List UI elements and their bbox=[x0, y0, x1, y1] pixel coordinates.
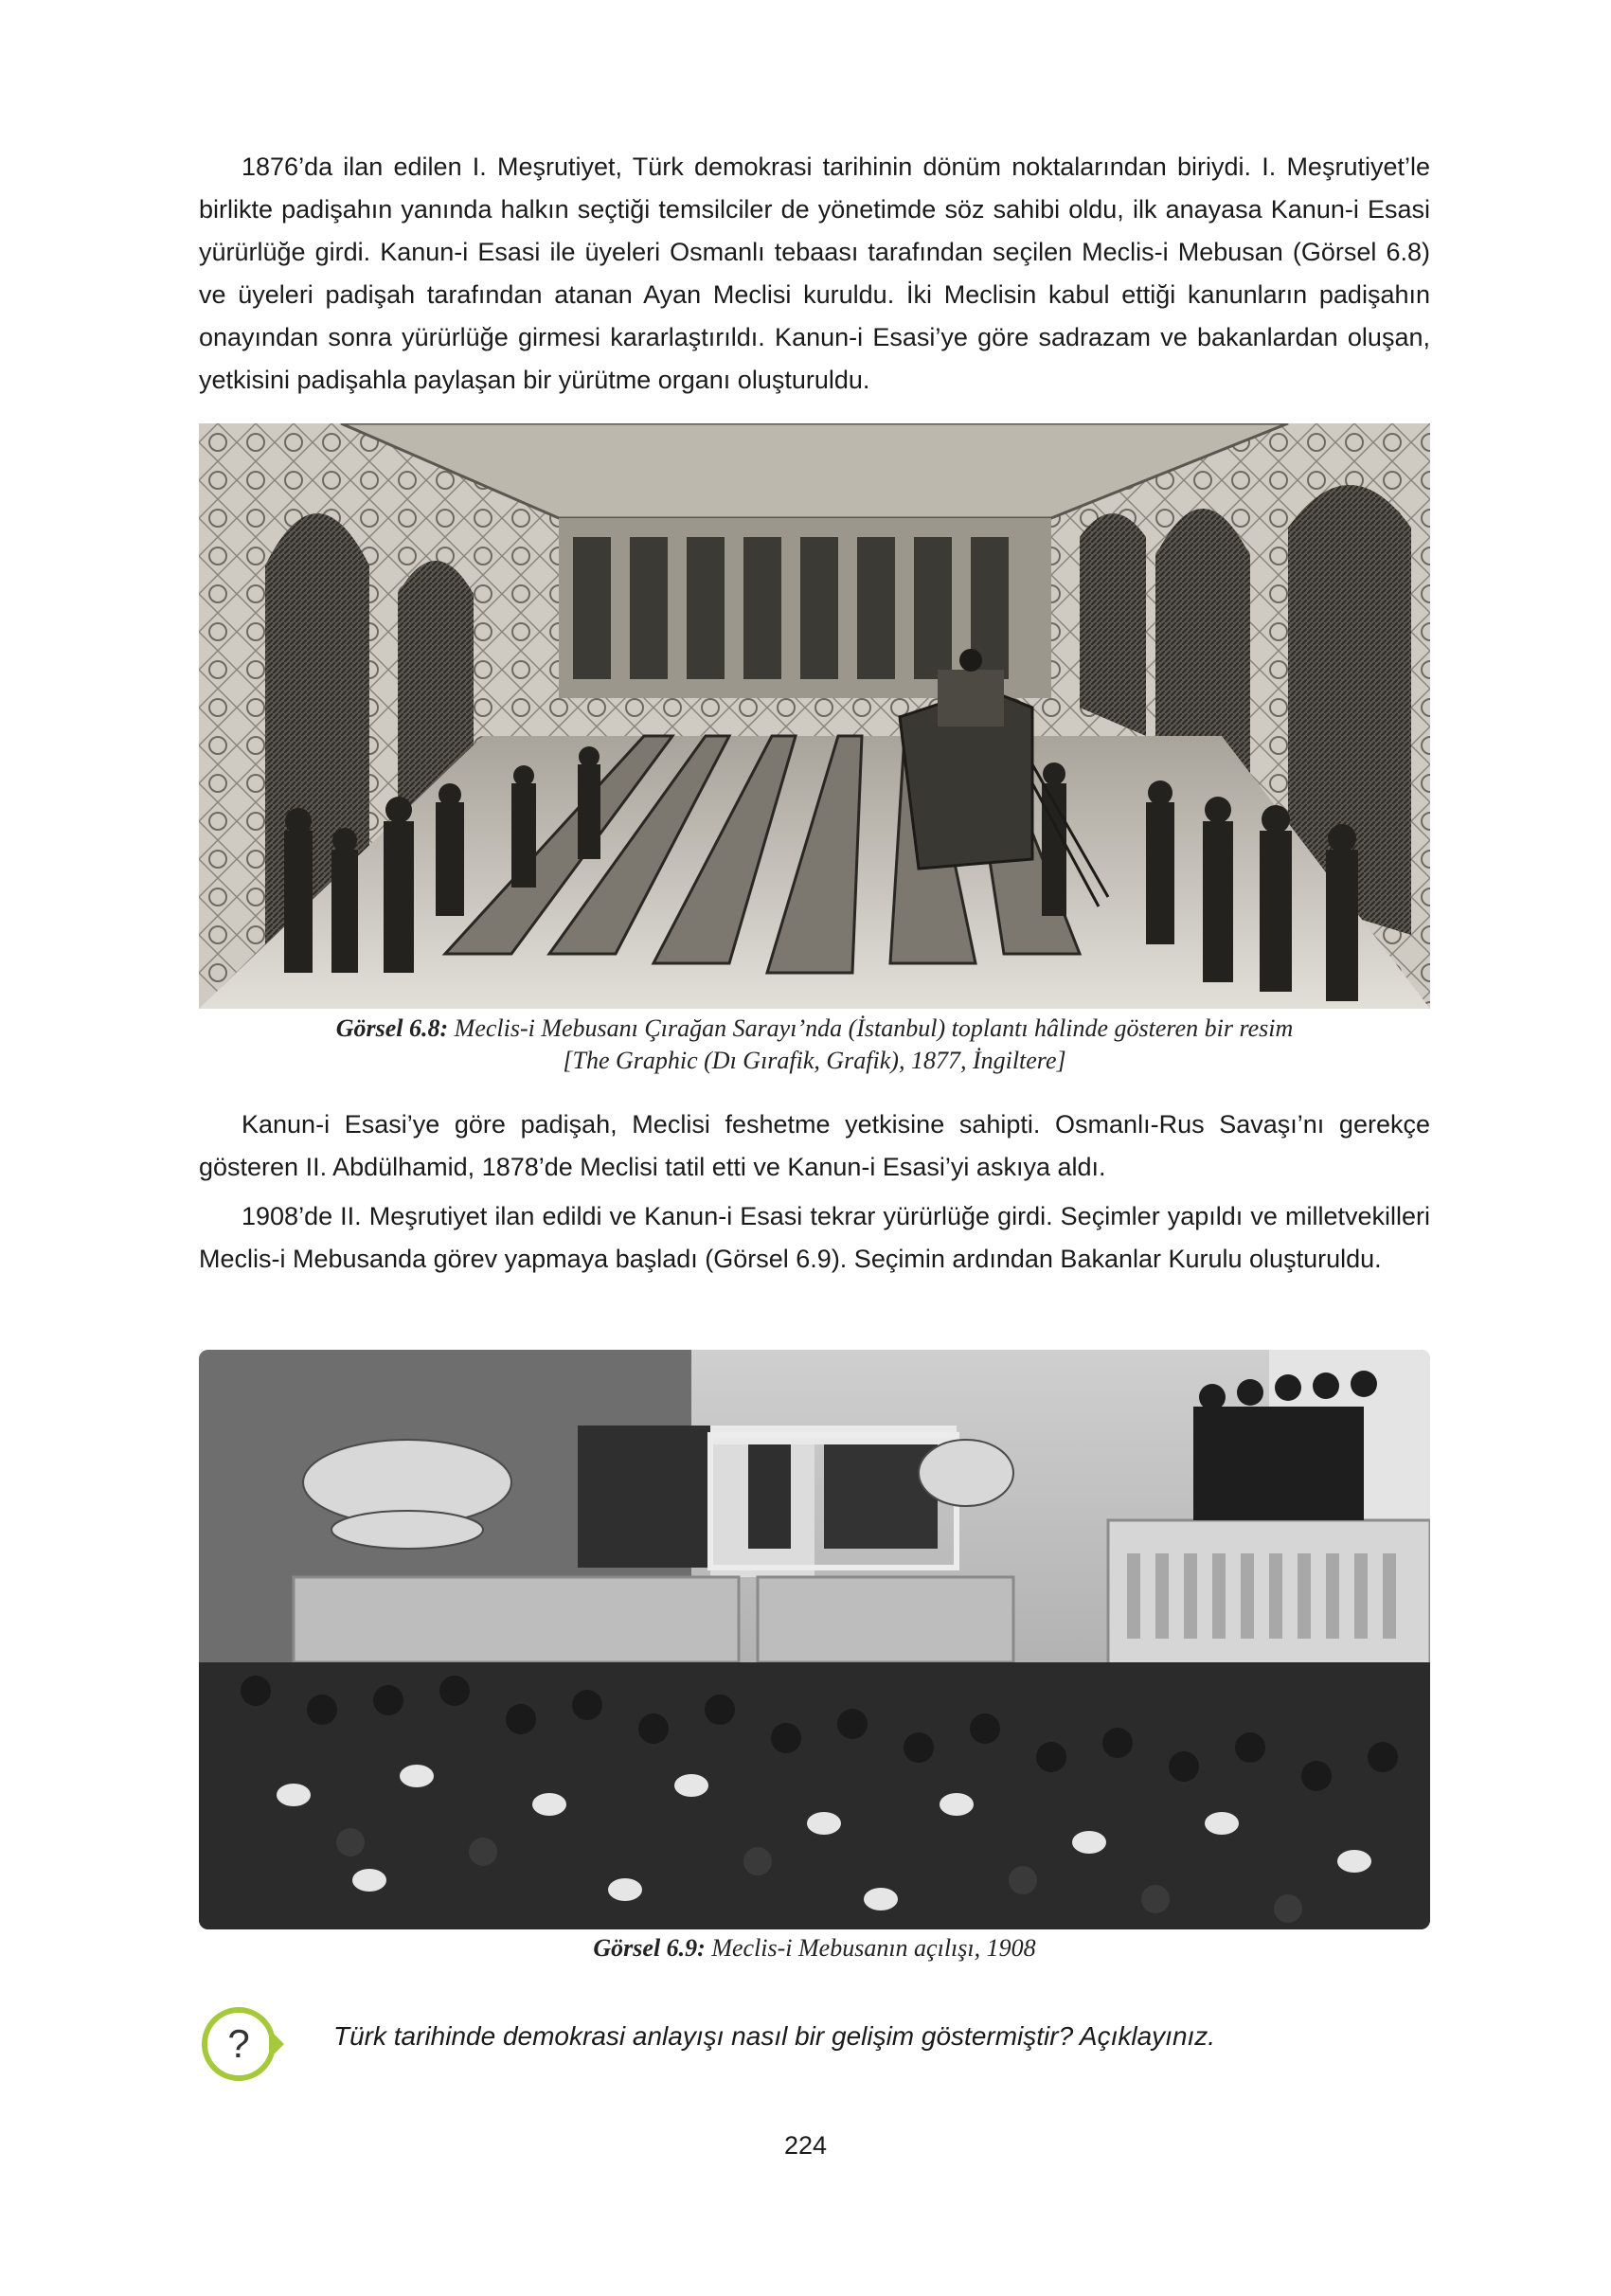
engraving-illustration bbox=[199, 423, 1430, 1009]
figure-6-8-label: Görsel 6.8: bbox=[335, 1014, 449, 1042]
figure-6-9-photograph bbox=[199, 1350, 1430, 1929]
figure-6-9-caption bbox=[199, 1932, 1430, 1964]
paragraph-meşrutiyet-1: 1876’da ilan edilen I. Meşrutiyet, Türk demokrasi tarihinin dönüm noktalarından biriydi. I. Meşrutiyet’le birlikte padişahın yanında halkın seçtiği temsilciler de yönetimde söz sahibi oldu, ilk anayasa Kanun-i Esasi yürürlüğe girdi. Kanun-i Esasi ile üyeleri Osmanlı tebaası tarafından seçilen Meclis-i Mebusan (Görsel 6.8) ve üyeleri padişah tarafından atanan Ayan Meclisi kuruldu. İki Meclisin kabul ettiği kanunların padişahın onayından sonra yürürlüğe girmesi kararlaştırıldı. Kanun-i Esasi’ye göre sadrazam ve bakanlardan oluşan, yetkisini padişahla paylaşan bir yürütme organı oluşturuldu. bbox=[199, 152, 1430, 394]
figure-6-9-caption-text: Meclis-i Mebusanın açılışı, 1908 bbox=[711, 1934, 1036, 1962]
question-mark-icon bbox=[199, 2000, 286, 2088]
parliament-opening-photo bbox=[199, 1350, 1430, 1929]
figure-6-8-engraving bbox=[199, 423, 1430, 1009]
page-number: 224 bbox=[783, 2131, 828, 2160]
figure-6-9-label: Görsel 6.9: bbox=[593, 1934, 706, 1962]
question-text: Türk tarihinde demokrasi anlayışı nasıl bir gelişim göstermiştir? Açıklayınız. bbox=[333, 2021, 1216, 2051]
paragraph-meclis-feshi: Kanun-i Esasi’ye göre padişah, Meclisi feshetme yetkisine sahipti. Osmanlı-Rus Savaşı’nı gerekçe gösteren II. Abdülhamid, 1878’de Meclisi tatil etti ve Kanun-i Esasi’yi askıya aldı. bbox=[199, 1110, 1430, 1181]
figure-6-8-caption-text: Meclis-i Mebusanı Çırağan Sarayı’nda (İstanbul) toplantı hâlinde gösteren bir resim bbox=[454, 1014, 1294, 1042]
figure-6-8-source: [The Graphic (Dı Gırafik, Grafik), 1877, İngiltere] bbox=[563, 1047, 1066, 1074]
figure-6-8-caption bbox=[199, 1013, 1430, 1045]
paragraph-meşrutiyet-2: 1908’de II. Meşrutiyet ilan edildi ve Kanun-i Esasi tekrar yürürlüğe girdi. Seçimler yapıldı ve milletvekilleri Meclis-i Mebusanda görev yapmaya başladı (Görsel 6.9). Seçimin ardından Bakanlar Kurulu oluşturuldu. bbox=[199, 1202, 1430, 1273]
question-icon-symbol: ? bbox=[227, 2021, 250, 2066]
